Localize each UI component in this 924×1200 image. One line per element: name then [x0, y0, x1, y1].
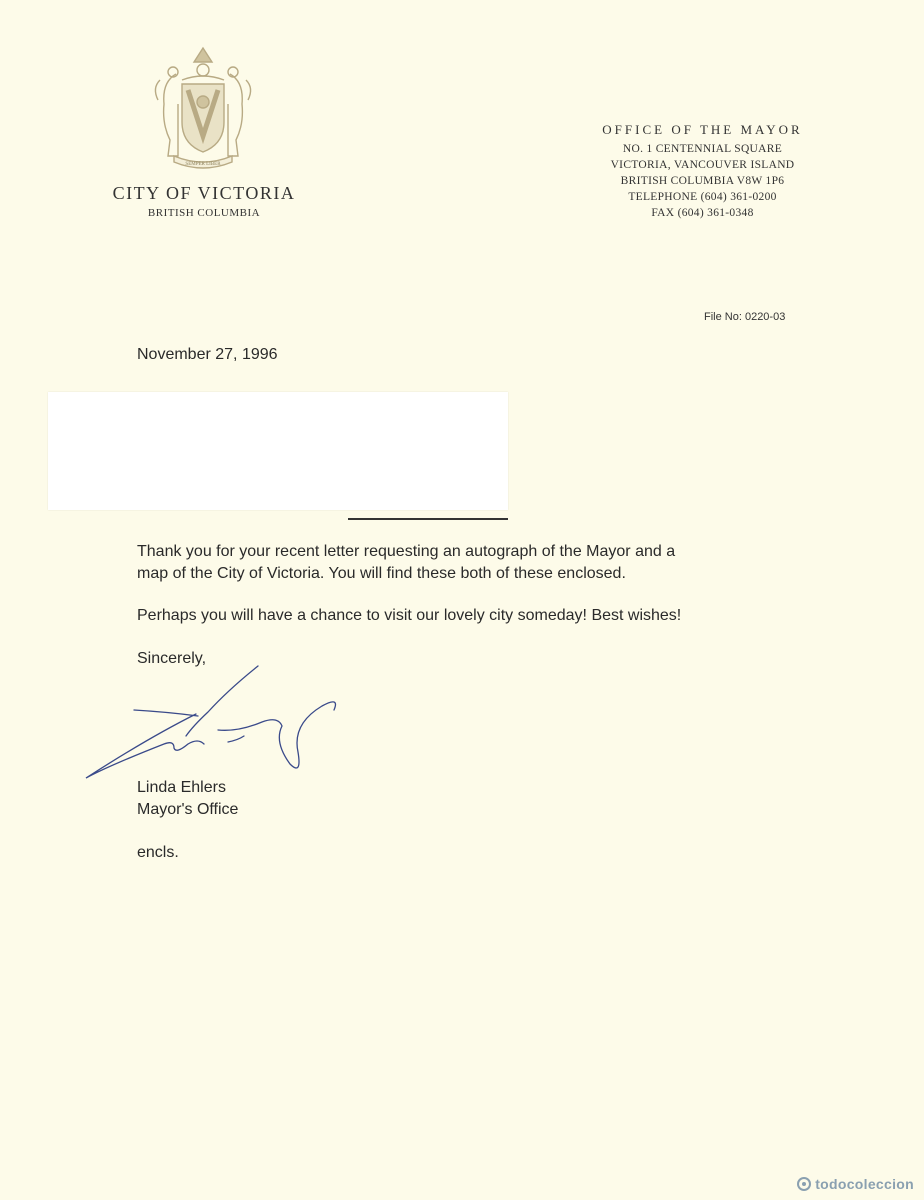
redacted-salutation-remnant [348, 518, 508, 520]
signer-title: Mayor's Office [137, 801, 239, 818]
fax-line: FAX (604) 361-0348 [651, 207, 754, 219]
file-number: File No: 0220-03 [704, 311, 786, 323]
letter-date: November 27, 1996 [137, 346, 278, 363]
address-line: VICTORIA, VANCOUVER ISLAND [610, 159, 795, 171]
office-title: OFFICE OF THE MAYOR [602, 122, 803, 137]
office-address-block [560, 122, 845, 221]
enclosures-note: encls. [137, 844, 179, 861]
address-line: BRITISH COLUMBIA V8W 1P6 [620, 175, 785, 187]
address-line: NO. 1 CENTENNIAL SQUARE [622, 143, 783, 155]
body-paragraph-1 [137, 541, 837, 585]
body-line: Thank you for your recent letter requesting an autograph of the Mayor and a [137, 543, 676, 560]
signer-block [137, 777, 238, 821]
city-name: CITY OF VICTORIA [112, 183, 296, 203]
watermark-logo-icon [797, 1177, 811, 1191]
handwritten-signature [78, 660, 348, 785]
crest-motto: SEMPER LIBER [185, 162, 221, 167]
body-paragraph-2: Perhaps you will have a chance to visit our lovely city someday! Best wishes! [137, 607, 682, 624]
watermark-text: todocoleccion [815, 1176, 914, 1192]
closing: Sincerely, [137, 650, 207, 667]
coat-of-arms-icon [148, 44, 258, 174]
redacted-address-block [48, 392, 508, 510]
watermark [797, 1176, 914, 1192]
signer-name: Linda Ehlers [137, 779, 226, 796]
body-line: map of the City of Victoria. You will find these both of these enclosed. [137, 565, 626, 582]
province-name: BRITISH COLUMBIA [147, 207, 261, 219]
telephone-line: TELEPHONE (604) 361-0200 [628, 191, 777, 203]
